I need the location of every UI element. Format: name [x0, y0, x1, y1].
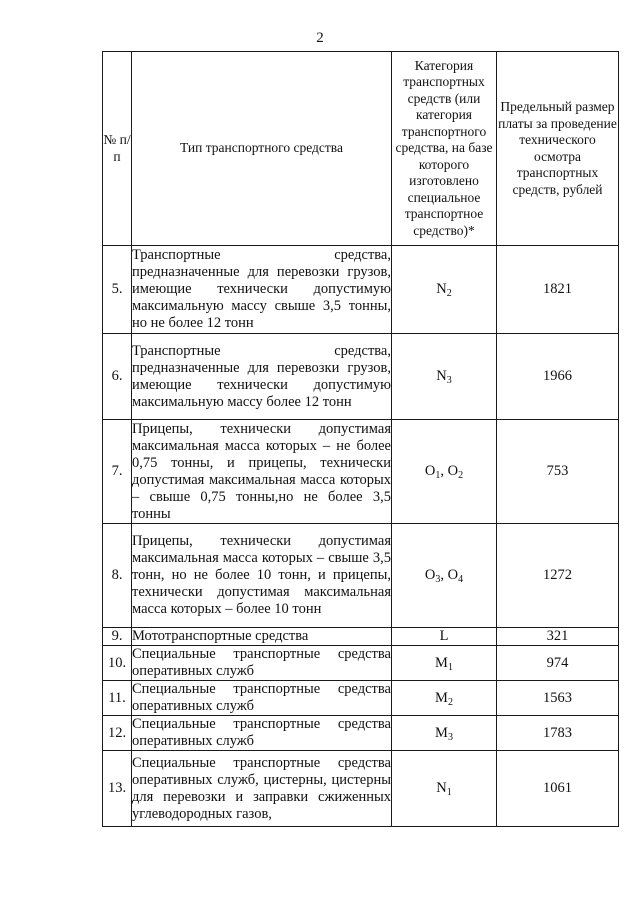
vehicle-category: [392, 751, 497, 827]
table-row: [103, 751, 619, 827]
vehicle-category: [392, 420, 497, 524]
vehicle-type: Прицепы, технически допустимая максимальная масса которых – не более 0,75 тонны, и прицепы, технически допустимая максимальная масса которых – свыше 0,75 тонны,но не более 3,5 тонны: [132, 420, 391, 522]
vehicle-category: [392, 716, 497, 751]
row-number: 13.: [103, 751, 132, 827]
max-fee: 1821: [497, 246, 619, 334]
category-letter: O: [424, 463, 436, 479]
header-vehicle-type: Тип транспортного средства: [132, 52, 392, 246]
category-subscript: 3: [446, 375, 452, 386]
category-letter: O: [424, 567, 436, 583]
category-letter: O: [447, 463, 459, 479]
table-row: [103, 524, 619, 628]
row-number: 12.: [103, 716, 132, 751]
category-subscript: 1: [446, 787, 452, 798]
category-letter: M: [435, 654, 448, 671]
table-row: [103, 246, 619, 334]
row-number: 8.: [103, 524, 132, 628]
vehicle-type: Специальные транспортные средства оперативных служб, цистерны, цистерны для перевозки и заправки сжиженных углеводородных газов,: [132, 751, 392, 827]
vehicle-category: [392, 524, 497, 628]
inspection-fee-table: [102, 51, 619, 827]
category-letter: M: [435, 724, 448, 741]
vehicle-type: Специальные транспортные средства оперативных служб: [132, 646, 391, 679]
row-number: 11.: [103, 681, 132, 716]
table-row: [103, 646, 619, 681]
table-row: [103, 334, 619, 420]
category-separator: ,: [440, 463, 448, 479]
row-number: 6.: [103, 334, 132, 420]
vehicle-type: Транспортные средства, предназначенные для перевозки грузов, имеющие технически допустимую максимальную массу более 12 тонн: [132, 334, 392, 420]
max-fee: 974: [497, 646, 619, 681]
category-subscript: 3: [435, 574, 441, 585]
header-category: Категория транспортных средств (или категория транспортного средства, на базе которого изготовлено специальное транспортное средство)*: [392, 52, 497, 246]
row-number: 10.: [103, 646, 132, 681]
category-separator: ,: [440, 567, 448, 583]
category-subscript: 2: [446, 288, 452, 299]
category-subscript: 4: [458, 574, 464, 585]
page-number: 2: [316, 30, 324, 46]
vehicle-type: Специальные транспортные средства оперативных служб: [132, 716, 391, 749]
vehicle-type: Специальные транспортные средства оперативных служб: [132, 681, 391, 714]
max-fee: 1272: [497, 524, 619, 628]
max-fee: 321: [497, 628, 619, 646]
table-row: [103, 628, 619, 646]
table-row: [103, 681, 619, 716]
row-number: 5.: [103, 246, 132, 334]
vehicle-type: Транспортные средства, предназначенные для перевозки грузов, имеющие технически допустимую максимальную массу свыше 3,5 тонны, но не более 12 тонн: [132, 246, 392, 334]
category-letter: N: [436, 368, 447, 384]
category-letter: M: [435, 689, 448, 706]
category-subscript: 1: [435, 470, 441, 481]
header-number: № п/п: [103, 52, 132, 246]
vehicle-category: [392, 628, 497, 646]
header-max-fee: Предельный размер платы за проведение технического осмотра транспортных средств, рублей: [497, 52, 619, 246]
category-letter: N: [436, 780, 447, 796]
category-subscript: 2: [447, 696, 453, 708]
category-letter: O: [447, 567, 459, 583]
vehicle-category: [392, 246, 497, 334]
vehicle-type: Прицепы, технически допустимая максимальная масса которых – свыше 3,5 тонн, но не более 10 тонн, и прицепы, технически допустимая максимальная масса которых – более 10 тонн: [132, 524, 392, 628]
category-subscript: 3: [447, 731, 453, 743]
max-fee: 1061: [497, 751, 619, 827]
max-fee: 1563: [497, 681, 619, 716]
row-number: 7.: [103, 420, 132, 524]
max-fee: 753: [497, 420, 619, 524]
table-body: [103, 246, 619, 827]
table-header-row: [103, 52, 619, 246]
vehicle-category: [392, 681, 497, 716]
category-letter: L: [439, 628, 449, 644]
category-letter: N: [436, 281, 447, 297]
vehicle-category: [392, 334, 497, 420]
max-fee: 1966: [497, 334, 619, 420]
max-fee: 1783: [497, 716, 619, 751]
table-row: [103, 716, 619, 751]
vehicle-category: [392, 646, 497, 681]
row-number: 9.: [103, 628, 132, 646]
category-subscript: 1: [447, 661, 453, 673]
vehicle-type: Мототранспортные средства: [132, 628, 392, 646]
category-subscript: 2: [458, 470, 464, 481]
table-row: [103, 420, 619, 524]
